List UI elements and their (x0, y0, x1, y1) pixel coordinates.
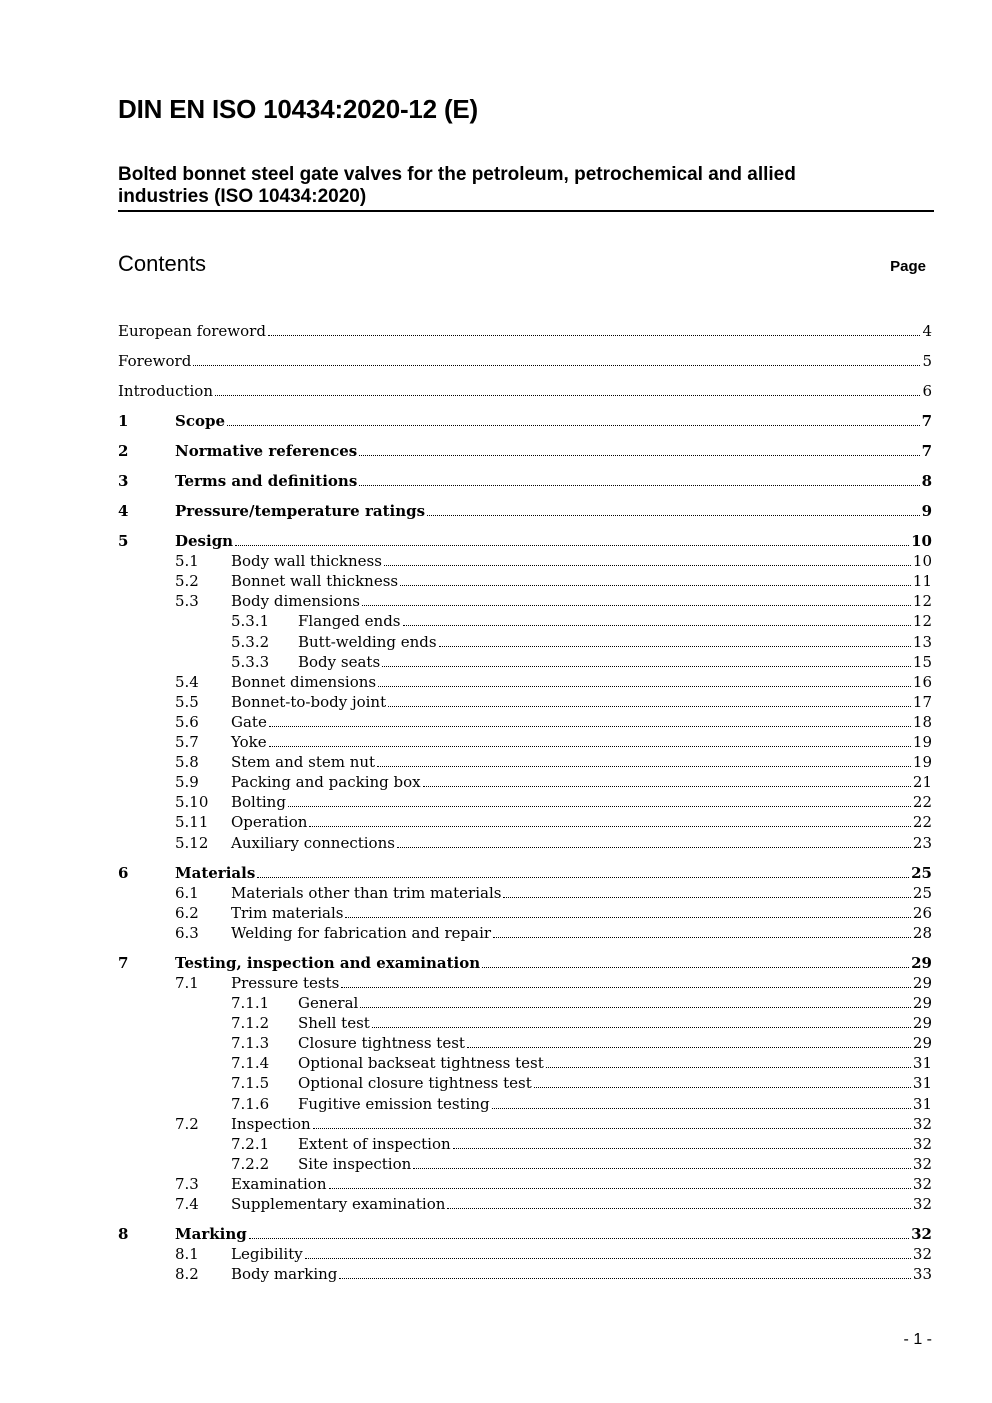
toc-entry-title: Marking (175, 1225, 247, 1243)
toc-entry-page: 15 (912, 652, 932, 671)
toc-entry-title: Body dimensions (231, 592, 360, 611)
toc-entry-title: Bolting (231, 793, 286, 812)
toc-entry[interactable] (118, 1224, 932, 1244)
toc-entry-page: 31 (912, 1094, 932, 1113)
toc-entry-number: 7.1.5 (231, 1074, 270, 1093)
toc-entry-title: Operation (231, 813, 308, 832)
toc-entry-title: Materials other than trim materials (231, 883, 502, 902)
toc-entry-title: Body wall thickness (231, 552, 382, 571)
toc-entry[interactable] (118, 1073, 932, 1093)
toc-entry[interactable] (118, 531, 932, 551)
toc-entry-title: Gate (231, 712, 267, 731)
toc-entry-number: 2 (118, 442, 129, 460)
toc-entry-title: Pressure tests (231, 973, 340, 992)
toc-entry-page: 4 (922, 322, 932, 340)
toc-entry-number: 5.10 (175, 793, 209, 812)
toc-entry-title: Introduction (118, 382, 213, 400)
toc-dot-leader (360, 1007, 911, 1008)
toc-dot-leader (345, 917, 910, 918)
toc-entry-page: 23 (912, 833, 932, 852)
toc-entry-page: 7 (921, 412, 932, 430)
toc-entry-title: Auxiliary connections (231, 833, 395, 852)
toc-entry-title: Site inspection (298, 1154, 412, 1173)
toc-entry-page: 22 (912, 813, 932, 832)
toc-dot-leader (359, 455, 919, 456)
toc-dot-leader (329, 1188, 911, 1189)
toc-entry-title: Bonnet-to-body joint (231, 692, 387, 711)
toc-dot-leader (427, 515, 920, 516)
document-subtitle: Bolted bonnet steel gate valves for the petroleum, petrochemical and allied industries (ISO 10434:2020) (118, 164, 796, 207)
toc-entry-page: 9 (921, 502, 932, 520)
toc-entry-page: 32 (912, 1245, 932, 1264)
toc-dot-leader (193, 365, 920, 366)
toc-entry-number: 5.9 (175, 773, 199, 792)
toc-entry-title: Terms and definitions (175, 472, 358, 490)
toc-entry-page: 28 (912, 923, 932, 942)
title-divider (118, 210, 934, 212)
toc-entry[interactable] (118, 1154, 932, 1174)
toc-dot-leader (257, 877, 909, 878)
toc-entry-number: 5.8 (175, 753, 199, 772)
toc-entry-title: Scope (175, 412, 226, 430)
toc-entry-number: 6.2 (175, 903, 199, 922)
toc-entry-number: 4 (118, 502, 129, 520)
toc-entry[interactable] (118, 752, 932, 772)
toc-entry-page: 8 (921, 472, 932, 490)
toc-entry[interactable] (118, 712, 932, 732)
toc-entry-page: 29 (912, 1034, 932, 1053)
toc-entry-number: 6.1 (175, 883, 199, 902)
toc-dot-leader (403, 625, 911, 626)
toc-entry-page: 17 (912, 692, 932, 711)
toc-entry-number: 7.1.3 (231, 1034, 270, 1053)
toc-entry[interactable] (118, 381, 932, 401)
toc-entry-title: Design (175, 532, 234, 550)
toc-entry-page: 7 (921, 442, 932, 460)
toc-entry-title: Stem and stem nut (231, 753, 376, 772)
toc-entry-title: General (298, 994, 359, 1012)
toc-entry-number: 5.3.2 (231, 632, 270, 651)
toc-entry[interactable] (118, 903, 932, 923)
toc-dot-leader (269, 746, 911, 747)
toc-dot-leader (269, 726, 911, 727)
toc-entry[interactable] (118, 1174, 932, 1194)
toc-entry-page: 21 (912, 773, 932, 792)
toc-entry-number: 5 (118, 532, 129, 550)
toc-entry-page: 26 (912, 903, 932, 922)
toc-entry-page: 29 (912, 994, 932, 1012)
toc-entry[interactable] (118, 792, 932, 812)
toc-entry-page: 32 (912, 1174, 932, 1193)
toc-entry-title: Trim materials (231, 903, 344, 922)
toc-entry-title: Bonnet dimensions (231, 672, 377, 691)
toc-entry-title: Testing, inspection and examination (175, 953, 481, 972)
toc-dot-leader (313, 1128, 911, 1129)
toc-entry-number: 5.6 (175, 712, 199, 731)
toc-entry-number: 7.1 (175, 973, 199, 992)
toc-entry-page: 11 (912, 572, 932, 591)
toc-entry-page: 19 (912, 753, 932, 772)
toc-dot-leader (268, 335, 921, 336)
toc-dot-leader (400, 585, 911, 586)
toc-entry-number: 5.12 (175, 833, 209, 852)
toc-entry[interactable] (118, 953, 932, 973)
toc-entry-page: 6 (922, 382, 932, 400)
toc-entry-title: Welding for fabrication and repair (231, 923, 492, 942)
toc-dot-leader (413, 1168, 911, 1169)
toc-entry[interactable] (118, 772, 932, 792)
toc-dot-leader (359, 485, 919, 486)
toc-entry-number: 8.1 (175, 1245, 199, 1264)
toc-entry-page: 29 (912, 1014, 932, 1033)
toc-entry-page: 31 (912, 1054, 932, 1073)
toc-dot-leader (341, 987, 911, 988)
toc-dot-leader (493, 937, 911, 938)
toc-entry-page: 32 (912, 1195, 932, 1213)
toc-entry[interactable] (118, 1194, 932, 1214)
toc-dot-leader (382, 666, 911, 667)
toc-entry-title: Supplementary examination (231, 1195, 446, 1213)
toc-entry-title: Optional closure tightness test (298, 1074, 532, 1093)
toc-entry[interactable] (118, 1053, 932, 1073)
toc-entry-title: Normative references (175, 442, 358, 460)
toc-dot-leader (439, 646, 911, 647)
toc-entry-number: 6.3 (175, 923, 199, 942)
toc-dot-leader (388, 706, 911, 707)
toc-dot-leader (309, 826, 911, 827)
toc-entry-number: 7.1.4 (231, 1054, 270, 1073)
toc-entry-title: Inspection (231, 1114, 311, 1133)
toc-entry[interactable] (118, 812, 932, 832)
toc-entry[interactable] (118, 993, 932, 1013)
toc-entry-page: 12 (912, 592, 932, 611)
toc-entry-page: 29 (911, 953, 932, 972)
toc-entry-page: 31 (912, 1074, 932, 1093)
footer-page-number: - 1 - (903, 1331, 932, 1348)
toc-entry-page: 29 (912, 973, 932, 992)
toc-entry-number: 1 (118, 412, 129, 430)
toc-dot-leader (362, 605, 911, 606)
toc-entry-title: Flanged ends (298, 612, 401, 631)
toc-entry[interactable] (118, 1033, 932, 1053)
toc-entry-page: 10 (911, 532, 932, 550)
toc-entry[interactable] (118, 692, 932, 712)
toc-entry[interactable] (118, 471, 932, 491)
toc-entry-page: 32 (911, 1225, 932, 1243)
toc-entry-number: 7.1.2 (231, 1014, 270, 1033)
toc-dot-leader (372, 1027, 911, 1028)
toc-entry-number: 6 (118, 863, 129, 882)
toc-entry[interactable] (118, 863, 932, 883)
toc-entry[interactable] (118, 611, 932, 631)
toc-dot-leader (288, 806, 911, 807)
toc-entry-title: Optional backseat tightness test (298, 1054, 544, 1073)
toc-entry-number: 5.11 (175, 813, 209, 832)
toc-entry[interactable] (118, 652, 932, 672)
toc-entry-number: 7 (118, 953, 129, 972)
toc-dot-leader (534, 1087, 911, 1088)
toc-entry-number: 5.3 (175, 592, 199, 611)
toc-entry-number: 7.3 (175, 1174, 199, 1193)
toc-dot-leader (384, 565, 911, 566)
toc-entry-number: 5.2 (175, 572, 199, 591)
contents-heading: Contents (118, 251, 207, 276)
toc-entry-page: 10 (912, 552, 932, 571)
toc-entry-page: 5 (922, 352, 932, 370)
document-title: DIN EN ISO 10434:2020-12 (E) (118, 94, 479, 124)
toc-dot-leader (447, 1208, 911, 1209)
toc-entry[interactable] (118, 501, 932, 521)
toc-entry[interactable] (118, 833, 932, 853)
toc-entry-title: Closure tightness test (298, 1034, 465, 1053)
toc-dot-leader (249, 1238, 909, 1239)
toc-entry-page: 12 (912, 612, 932, 631)
toc-entry-page: 32 (912, 1134, 932, 1153)
toc-entry[interactable] (118, 973, 932, 993)
toc-entry-number: 7.4 (175, 1195, 199, 1213)
toc-entry-title: Pressure/temperature ratings (175, 502, 426, 520)
page-column-heading: Page (890, 258, 926, 275)
toc-entry-title: Examination (231, 1174, 327, 1193)
toc-entry-title: Packing and packing box (231, 773, 421, 792)
toc-entry-title: Foreword (118, 352, 192, 370)
toc-entry-number: 7.2.2 (231, 1154, 270, 1173)
toc-entry-number: 7.2.1 (231, 1134, 270, 1153)
toc-dot-leader (305, 1258, 911, 1259)
toc-entry-title: European foreword (118, 322, 266, 340)
toc-entry-title: Body seats (298, 652, 381, 671)
toc-dot-leader (378, 686, 911, 687)
toc-entry-number: 5.5 (175, 692, 199, 711)
toc-entry-page: 19 (912, 733, 932, 751)
toc-entry-title: Extent of inspection (298, 1134, 451, 1153)
toc-entry-number: 3 (118, 472, 129, 490)
toc-dot-leader (377, 766, 911, 767)
toc-entry-number: 5.3.1 (231, 612, 270, 631)
toc-entry-number: 8 (118, 1225, 129, 1243)
toc-entry-page: 22 (912, 793, 932, 812)
toc-entry-title: Legibility (231, 1245, 303, 1264)
toc-entry-title: Shell test (298, 1014, 370, 1033)
toc-entry[interactable] (118, 1244, 932, 1264)
toc-entry-number: 7.1.1 (231, 994, 270, 1012)
toc-dot-leader (339, 1278, 911, 1279)
toc-entry[interactable] (118, 411, 932, 431)
toc-entry-page: 25 (912, 883, 932, 902)
toc-entry[interactable] (118, 1094, 932, 1114)
toc-entry-title: Butt-welding ends (298, 632, 437, 651)
toc-entry-page: 25 (911, 863, 932, 882)
toc-entry-page: 33 (912, 1265, 932, 1284)
toc-entry-title: Fugitive emission testing (298, 1094, 490, 1113)
toc-entry[interactable] (118, 1114, 932, 1134)
toc-dot-leader (546, 1067, 911, 1068)
toc-entry[interactable] (118, 672, 932, 692)
toc-entry-page: 32 (912, 1154, 932, 1173)
toc-entry-number: 5.1 (175, 552, 199, 571)
toc-entry-page: 16 (912, 672, 932, 691)
toc-entry-title: Bonnet wall thickness (231, 572, 399, 591)
toc-entry[interactable] (118, 732, 932, 752)
toc-entry-title: Yoke (231, 733, 267, 751)
toc-dot-leader (482, 967, 909, 968)
toc-dot-leader (467, 1047, 911, 1048)
toc-entry-page: 13 (912, 632, 932, 651)
toc-entry[interactable] (118, 321, 932, 341)
toc-dot-leader (503, 897, 910, 898)
toc-entry[interactable] (118, 1013, 932, 1033)
toc-dot-leader (235, 545, 909, 546)
toc-entry[interactable] (118, 1264, 932, 1284)
toc-entry[interactable] (118, 883, 932, 903)
toc-entry-number: 7.2 (175, 1114, 199, 1133)
toc-dot-leader (215, 395, 920, 396)
toc-entry-number: 5.4 (175, 672, 199, 691)
toc-entry-title: Materials (175, 863, 256, 882)
toc-dot-leader (397, 847, 911, 848)
toc-entry[interactable] (118, 551, 932, 571)
toc-dot-leader (453, 1148, 911, 1149)
toc-entry[interactable] (118, 591, 932, 611)
toc-entry-title: Body marking (231, 1265, 338, 1284)
toc-dot-leader (423, 786, 911, 787)
toc-entry-page: 18 (912, 712, 932, 731)
toc-entry-number: 5.7 (175, 733, 199, 751)
toc-entry[interactable] (118, 923, 932, 943)
toc-entry[interactable] (118, 571, 932, 591)
toc-entry[interactable] (118, 441, 932, 461)
toc-entry[interactable] (118, 351, 932, 371)
toc-entry-number: 7.1.6 (231, 1094, 270, 1113)
toc-dot-leader (492, 1108, 911, 1109)
toc-dot-leader (227, 425, 920, 426)
toc-entry[interactable] (118, 1134, 932, 1154)
toc-entry-number: 8.2 (175, 1265, 199, 1284)
toc-entry-page: 32 (912, 1114, 932, 1133)
toc-entry[interactable] (118, 632, 932, 652)
toc-entry-number: 5.3.3 (231, 652, 270, 671)
